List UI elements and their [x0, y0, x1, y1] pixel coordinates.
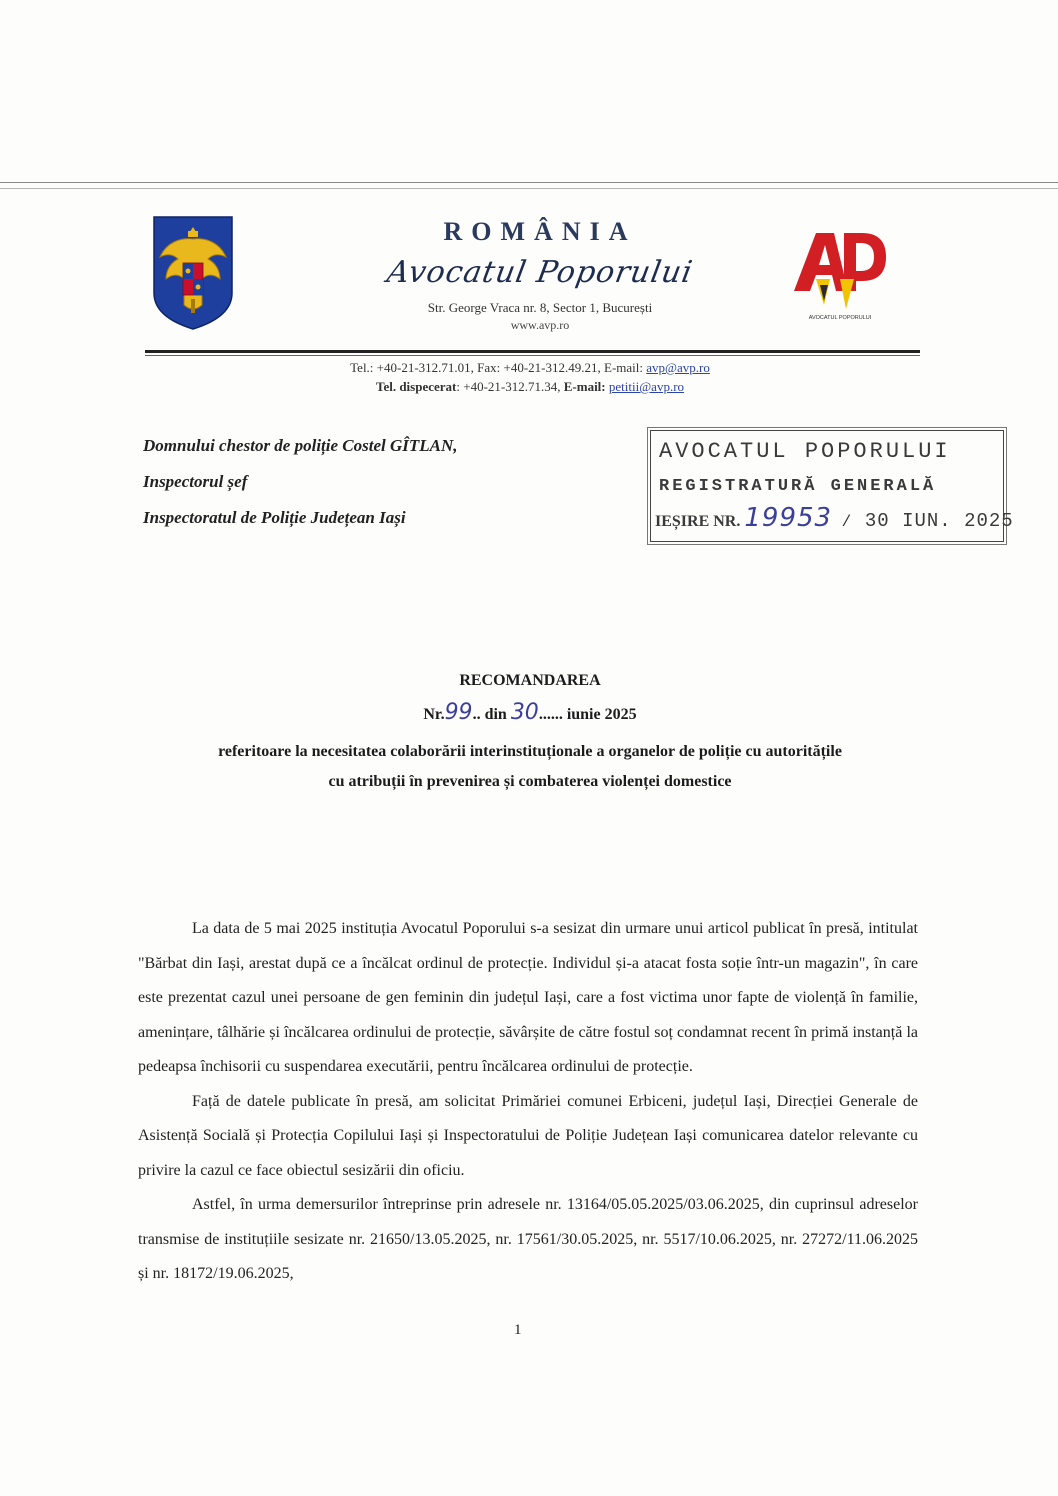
document-number: 99 [444, 700, 473, 725]
dispatch-phone-label: Tel. dispecerat [375, 379, 457, 394]
petitions-email-label: E-mail: [563, 379, 606, 394]
institution-address: Str. George Vraca nr. 8, Sector 1, București [427, 300, 653, 315]
contact-email-link[interactable]: avp@avp.ro [646, 360, 710, 375]
scan-top-line [0, 182, 1058, 183]
recipient-institution: Inspectoratul de Poliție Județean Iași [143, 508, 406, 527]
contact-phone-fax: Tel.: +40-21-312.71.01, Fax: +40-21-312.49.21, E-mail: [350, 360, 647, 375]
dispatch-phone: : +40-21-312.71.34, [456, 379, 564, 394]
subject-line-2: cu atribuții în prevenirea și combaterea violenței domestice [328, 773, 732, 790]
institution-name: Avocatul Poporului [384, 255, 696, 290]
stamp-registry: REGISTRATURĂ GENERALĂ [659, 477, 937, 496]
stamp-exit-label: IEȘIRE NR. [655, 513, 745, 530]
institution-website[interactable]: www.avp.ro [510, 318, 570, 332]
petitions-email-link[interactable]: petitii@avp.ro [608, 379, 685, 394]
contact-line-2 [260, 377, 800, 396]
recipient-name: Domnului chestor de poliție Costel GÎTLAN, [143, 436, 458, 455]
letterhead [290, 215, 790, 333]
din-label: din [480, 706, 511, 723]
document-body [138, 912, 918, 1292]
stamp-separator: / [832, 513, 861, 531]
document-title: RECOMANDAREA [459, 672, 601, 689]
avocatul-poporului-logo-icon [790, 225, 890, 325]
document-title-block [140, 672, 920, 797]
day-dots: ...... [538, 706, 563, 723]
document-day: 30 [510, 700, 539, 725]
stamp-date: 30 IUN. 2025 [864, 510, 1014, 532]
stamp-exit-row [655, 503, 1014, 533]
letterhead-rule-thin [145, 355, 920, 356]
romania-coat-of-arms-icon [150, 213, 236, 331]
stamp-exit-number: 19953 [744, 503, 833, 533]
number-prefix: Nr. [423, 706, 445, 723]
contact-line-1 [260, 358, 800, 377]
document-month-year: iunie 2025 [562, 706, 637, 723]
recipient-position: Inspectorul șef [143, 472, 248, 491]
body-paragraph-3: Astfel, în urma demersurilor întreprinse prin adresele nr. 13164/05.05.2025/03.06.2025, din cuprinsul adreselor transmise de instituțiile sesizate nr. 21650/13.05.2025, nr. 17561/30.05.2025, nr. 5517/10.06.2025, nr. 27272/11.06.2025 și nr. 18172/19.06.2025, [138, 1196, 918, 1282]
document-subject [140, 737, 920, 797]
body-paragraph-2: Față de datele publicate în presă, am solicitat Primăriei comunei Erbiceni, județul Iași, Direcției Generale de Asistență Socială și Protecția Copilului Iași și Inspectoratului de Poliție Județean Iași comunicarea datelor relevante cu privire la cazul ce face obiectul sesizării din oficiu. [138, 1092, 918, 1179]
logo-caption: AVOCATUL POPORULUI [808, 315, 872, 321]
subject-line-1: referitoare la necesitatea colaborării interinstituționale a organelor de poliție cu autoritățile [218, 743, 842, 760]
recipient-block [143, 428, 458, 536]
contact-info [260, 358, 800, 396]
page-number: 1 [514, 1322, 522, 1338]
document-number-line [140, 700, 920, 725]
number-dots: .. [472, 706, 481, 723]
country-name: ROMÂNIA [443, 217, 637, 246]
stamp-title: AVOCATUL POPORULUI [659, 439, 951, 464]
body-paragraph-1: La data de 5 mai 2025 instituția Avocatul Poporului s-a sesizat din urmare unui articol publicat în presă, intitulat "Bărbat din Iași, arestat după ce a încălcat ordinul de protecție. Individul și-a atacat fosta soție într-un magazin", în care este prezentat cazul unei persoane de gen feminin din județul Iași, care a fost victima unor fapte de violență în familie, amenințare, tâlhărie și încălcarea ordinului de protecție, săvârșite de către fostul soț condamnat recent în primă instanță la pedeapsa închisorii cu suspendarea executării, pentru încălcarea ordinului de protecție. [138, 920, 918, 1075]
letterhead-rule [145, 350, 920, 353]
registry-stamp [650, 430, 1014, 542]
scan-top-line-secondary [0, 188, 1058, 189]
